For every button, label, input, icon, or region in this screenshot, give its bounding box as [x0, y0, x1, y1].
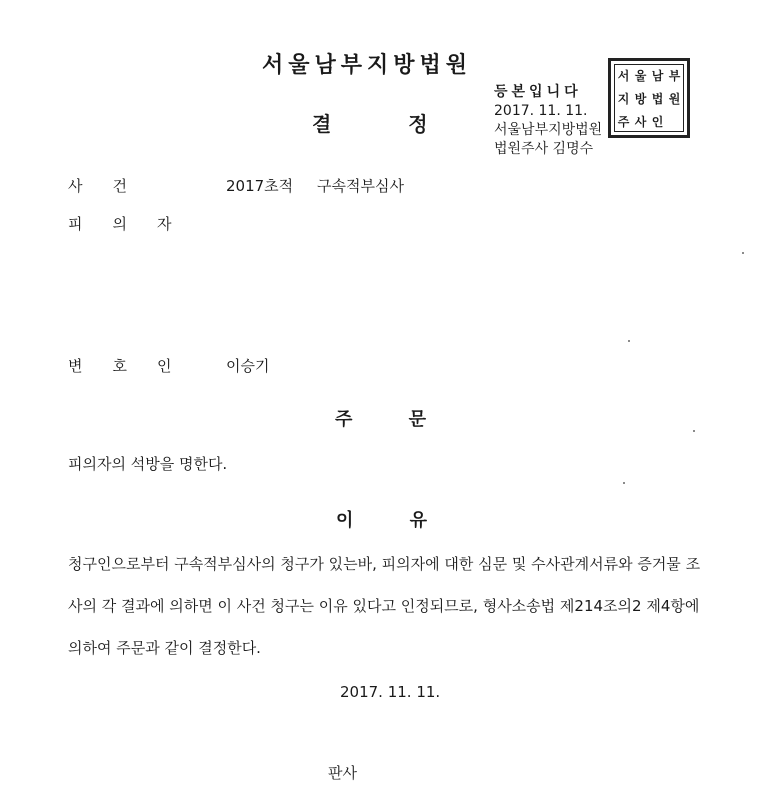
seal-glyph: 울 — [634, 69, 647, 83]
reason-heading: 이 유 — [336, 510, 428, 531]
certified-copy-date: 2017. 11. 11. — [494, 103, 588, 119]
judge-label: 판사 — [328, 764, 357, 782]
scan-speck — [693, 430, 695, 432]
scan-speck — [742, 252, 744, 254]
order-text: 피의자의 석방을 명한다. — [68, 455, 228, 473]
seal-glyph — [666, 111, 683, 134]
seal-glyph: 사 — [634, 115, 647, 129]
counsel-label: 변호인 — [68, 357, 202, 375]
seal-glyph: 지 — [617, 92, 630, 106]
seal-glyph: 부 — [668, 69, 681, 83]
certified-copy-court: 서울남부지방법원 — [494, 122, 603, 138]
seal-glyph: 남 — [651, 69, 664, 83]
scan-speck — [628, 340, 630, 342]
suspect-label: 피의자 — [68, 215, 202, 233]
seal-glyph: 서 — [617, 69, 630, 83]
reason-text: 청구인으로부터 구속적부심사의 청구가 있는바, 피의자에 대한 심문 및 수사관계서류와 증거물 조사의 각 결과에 의하면 이 사건 청구는 이유 있다고 인정되므로, 형사소송법 제214조의2 제4항에 의하여 주문과 같이 결정한다. — [68, 555, 701, 657]
court-seal-glyphs — [614, 64, 684, 132]
document-title: 결 정 — [312, 112, 428, 136]
seal-glyph: 인 — [651, 115, 664, 129]
seal-glyph: 원 — [668, 92, 681, 106]
court-name: 서울남부지방법원 — [262, 53, 473, 78]
order-heading: 주 문 — [335, 409, 427, 430]
case-label: 사건 — [68, 177, 157, 195]
seal-glyph: 방 — [634, 92, 647, 106]
scan-speck — [623, 482, 625, 484]
seal-glyph: 법 — [651, 92, 664, 106]
certified-copy-stamp — [494, 83, 602, 159]
court-seal — [608, 58, 690, 138]
certified-copy-clerk: 법원주사 김명수 — [494, 141, 594, 157]
case-number: 2017초적 — [226, 177, 294, 195]
decision-date: 2017. 11. 11. — [340, 683, 441, 701]
case-name: 구속적부심사 — [317, 177, 404, 195]
seal-glyph: 주 — [617, 115, 630, 129]
counsel-name: 이승기 — [226, 357, 270, 375]
certified-copy-label: 등본입니다 — [494, 84, 582, 100]
